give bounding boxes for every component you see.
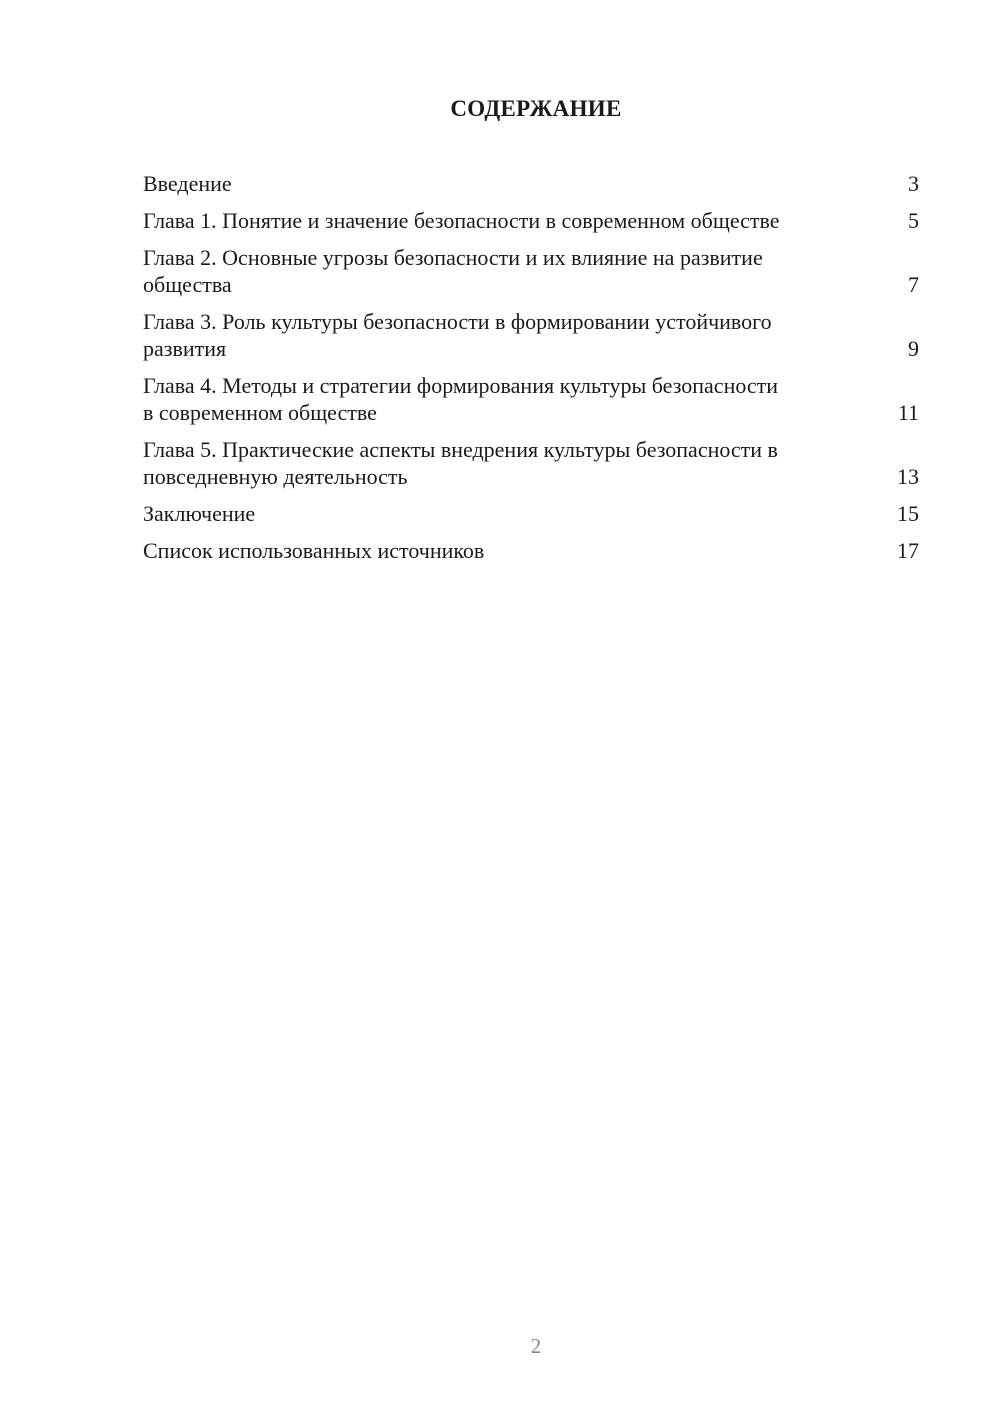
toc-entry-page: 17 [897,538,919,563]
toc-entry-title: Глава 5. Практические аспекты внедрения культуры безопасности в повседневную деятельность [143,437,778,489]
toc-entry-chapter-2 [143,244,919,298]
toc-entry-title: Глава 3. Роль культуры безопасности в формировании устойчивого развития [143,309,772,361]
toc-entry-page: 3 [908,171,919,196]
toc-entry-title: Заключение [143,501,256,526]
toc-entry-conclusion [143,500,919,527]
toc-entry-page: 5 [908,208,919,233]
toc-entry-chapter-3 [143,308,919,362]
toc-entry-references [143,537,919,564]
toc-entry-chapter-5 [143,436,919,490]
toc-entry-title: Введение [143,171,232,196]
toc-entry-chapter-1 [143,207,919,234]
toc-entry-title: Список использованных источников [143,538,485,563]
toc-entry-page: 7 [908,272,919,297]
toc-entry-title: Глава 2. Основные угрозы безопасности и их влияние на развитие общества [143,245,763,297]
toc-entry-page: 15 [897,501,919,526]
toc-entry-page: 9 [908,336,919,361]
toc-entry-page: 11 [897,400,919,425]
toc-entry-chapter-4 [143,372,919,426]
toc-entry-page: 13 [897,464,919,489]
toc-entry-introduction [143,170,919,197]
toc-entry-title: Глава 1. Понятие и значение безопасности в современном обществе [143,208,780,233]
page-number: 2 [530,1334,542,1358]
toc-entry-title: Глава 4. Методы и стратегии формирования культуры безопасности в современном обществе [143,373,779,425]
page-title: СОДЕРЖАНИЕ [450,96,622,121]
table-of-contents [143,170,919,574]
